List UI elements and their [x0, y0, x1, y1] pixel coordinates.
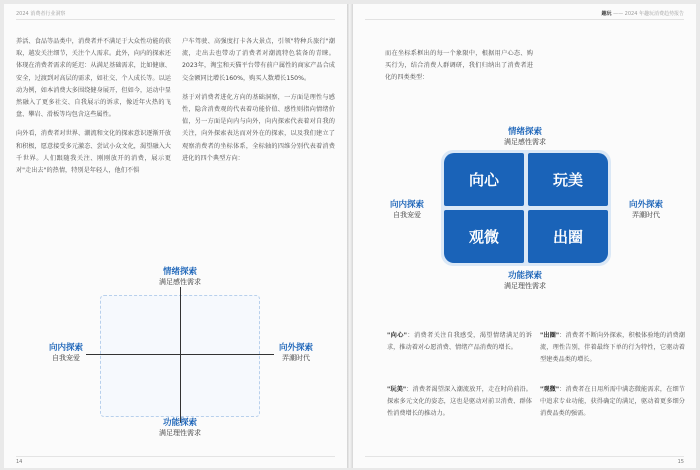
label-left: 向内探索 自我宠爱 [389, 200, 424, 219]
label-left: 向内探索 自我宠爱 [48, 343, 83, 362]
coordinate-diagram [4, 4, 347, 468]
right-intro: 而在坐标系框出的每一个象限中，根据用户心态、购买行为，结合消费人群调研，我们归纳出了消费者进化的四类类型： [385, 50, 533, 82]
tile-chuquan: 出圈 [528, 210, 608, 263]
tile-wanmei: 玩美 [528, 153, 608, 206]
label-top: 情绪探索 满足感性需求 [159, 267, 201, 286]
tile-xiangxin: 向心 [444, 153, 524, 206]
left-running-head: 2024 消费者行业洞察 [16, 11, 66, 17]
label-top: 情绪探索 满足感性需求 [504, 127, 546, 146]
paragraph: 户车驾驶、高强度打卡各大景点，引领"特种兵旅行"潮流，走出去也带动了消费者对潮流特色装备的青睐。2023年，淘宝和天猫平台带有前户属性的商家产品合成交金额同比增长160%，购买人数增长150%。 [182, 38, 335, 82]
vertical-axis [180, 287, 181, 423]
right-header-rule [365, 19, 684, 20]
label-right: 向外探索 弄潮时代 [628, 200, 663, 219]
paragraph: 基于对消费者进化方向的基础洞察，一方面是理性与感性，隐含消费观的代表着功能价值、感性则指向情绪价值，另一方面是向内与向外，向内探索代表着对自我的关注，向外探索表达而对外在的探索，以及我们建立了观察消费者的坐标体系，全标轴的四维分别代表着消费进化的四个典型方向： [182, 93, 335, 162]
label-bottom: 功能探索 满足理性需求 [159, 418, 201, 437]
label-bottom: 功能探索 满足理性需求 [504, 271, 546, 290]
paragraph: 养活、食品等品类中，消费者并不满足于大众性功能的获取，越发关注细节，关注个人需求。此外，向内的探索还体现在消费者需求的延迟：从满足基础需求，比如健康、安全，过渡到对高层的需求，如社交、个人成长等。以运动为例，如本消费大多围绕健身展开，但如今，运动中显然融入了更多社交、自我展示的诉求，像近年火热的飞盘、攀岩、滑板等均包含这些属性。 [16, 38, 171, 119]
tile-guanwei: 观微 [444, 210, 524, 263]
label-right: 向外探索 弄潮时代 [278, 343, 313, 362]
description-guanwei: "观微"：消费者在日用所需中满态微能需求，在细节中追求专业功能，获得确定的满足，驱动着更多细分消费品类的强需。 [540, 386, 685, 418]
description-xiangxin: "向心"：消费者关注自我感受，渴望情绪满足的诉求，推动着对心愿消费、情绪产品消费的增长。 [387, 332, 532, 352]
right-page [353, 4, 696, 468]
description-chuquan: "出圈"：消费者不断向外探索，积极体验地的消费潮流，理性告别，伴着最终下单的行为特性，它驱动着型建类品类的增长。 [540, 332, 685, 364]
left-page-number: 14 [16, 459, 23, 465]
left-page [4, 4, 347, 468]
description-wanmei: "玩美"：消费者渴望深入潮流放开，走在时尚前沿。探索多元文化的姿态，这也是驱动对前卫消费、群体性消费增长的推动力。 [387, 386, 532, 418]
right-running-head: 趣玩 —— 2024 年趣玩消费趋势报告 [601, 11, 684, 17]
right-page-number: 15 [677, 459, 684, 465]
paragraph: 向外看，消费者对世界、潮流和文化的探索意识逐渐开放和积极，愿意接受多元激态、尝试小众文化，渴望融入大千世界。人们跟随我关注、刚刚放开的消费，展示更对"走出去"的热情，特别是年轻人，他们不惧 [16, 130, 171, 175]
left-footer-rule [16, 456, 335, 457]
right-footer-rule [365, 456, 684, 457]
